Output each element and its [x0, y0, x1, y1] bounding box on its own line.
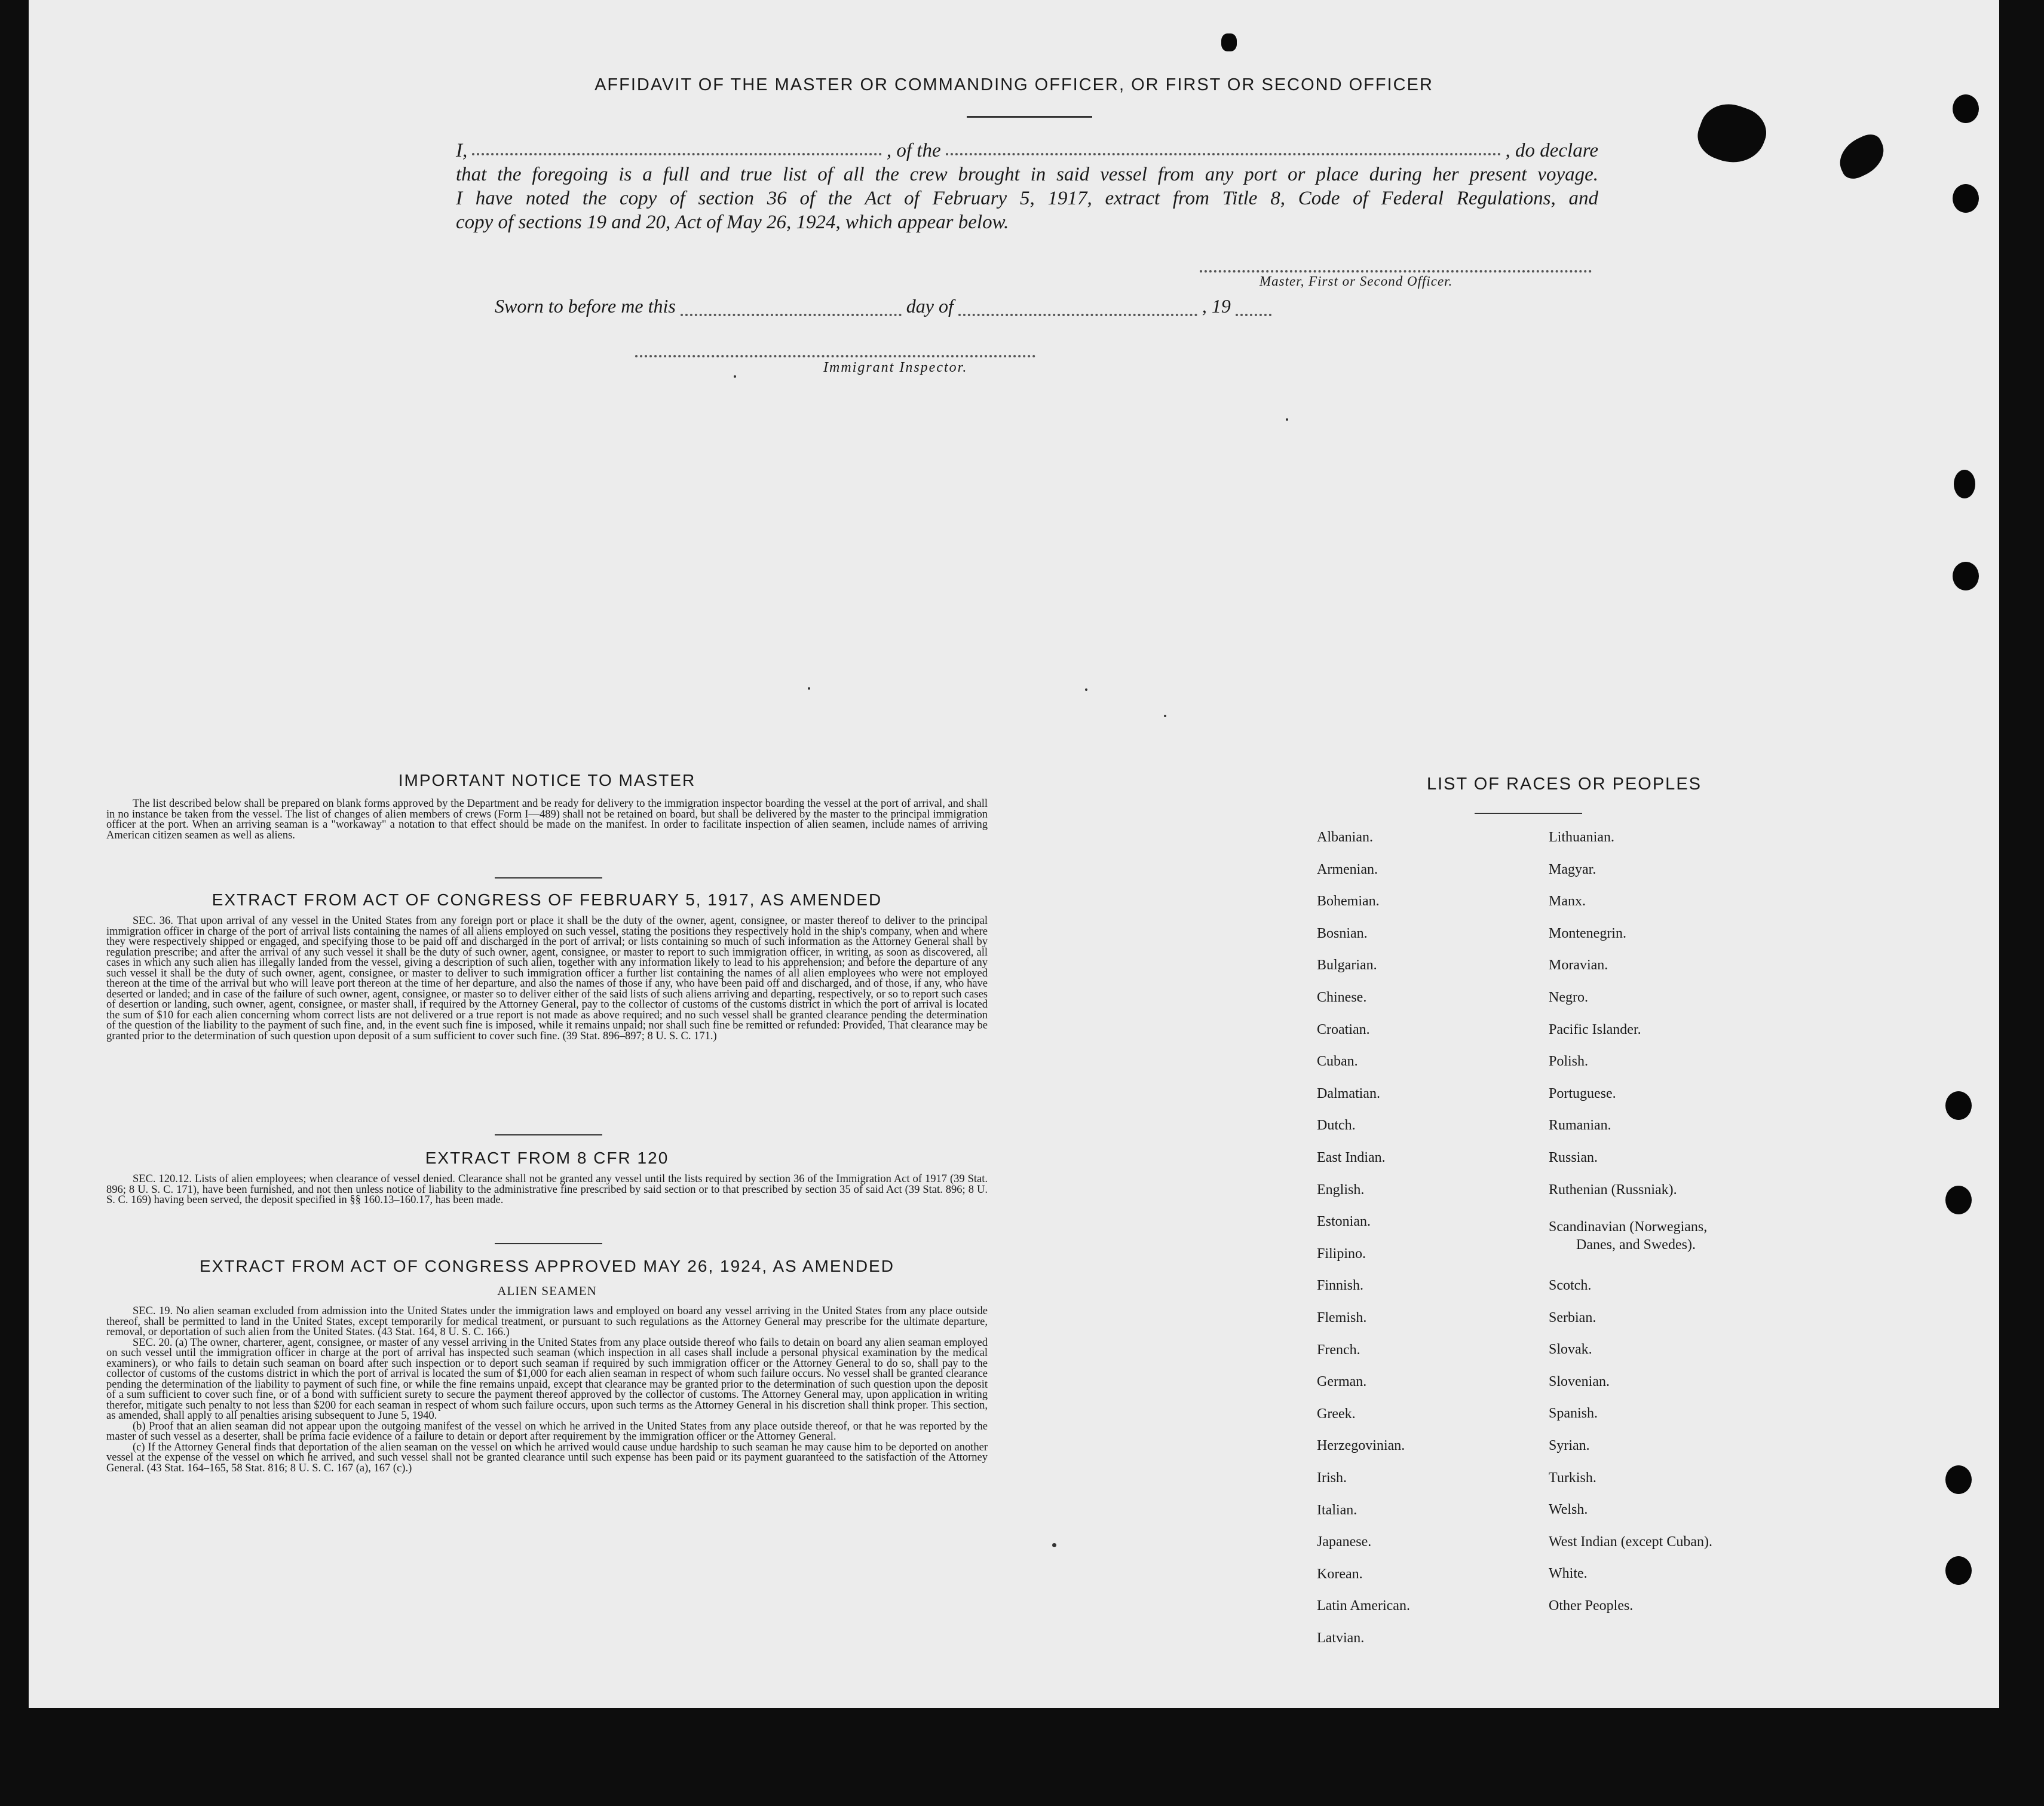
section-20b-paragraph: (b) Proof that an alien seaman did not appear upon the outgoing manifest of the vessel on which he arrived in the United States from any place outside thereof, or that he was reported by the master of such vessel as a deserter, shall be prima facie evidence of a failure to detain or deport after requirement by the immigration officer or the Attorney General. [106, 1420, 988, 1443]
race-item: Herzegovinian. [1317, 1438, 1405, 1454]
extract-cfr-text [106, 1174, 988, 1206]
race-item: Other Peoples. [1549, 1598, 1634, 1614]
race-item: Magyar. [1549, 861, 1596, 877]
race-item: West Indian (except Cuban). [1549, 1533, 1712, 1550]
race-item: Syrian. [1549, 1438, 1590, 1453]
sworn-month-blank[interactable] [958, 314, 1197, 316]
vessel-blank[interactable] [946, 153, 1501, 155]
sworn-line [495, 295, 1355, 317]
extract-cfr-rule [495, 1243, 602, 1244]
extract-1917-text [106, 916, 988, 1042]
race-item: Turkish. [1549, 1470, 1596, 1486]
ink-blot [1691, 96, 1773, 172]
race-item: Finnish. [1317, 1278, 1364, 1294]
section-36-paragraph: SEC. 36. That upon arrival of any vessel in the United States from any foreign port or place it shall be the duty of the owner, agent, consignee, or master thereof to deliver to the principal immigration officer in charge of the port of arrival lists containing the names of all aliens employed on such vessel, stating the positions they respectively hold in the ship's company, when and where they were respectively shipped or engaged, and specifying those to be paid off and discharged in the port of arrival; or lists containing so much of such information as the Attorney General shall by regulation prescribe; and after the arrival of any such vessel it shall be the duty of such owner, agent, consignee, or master to report to such immigration officer, in writing, as soon as discovered, all cases in which any such alien has illegally landed from the vessel, giving a description of such alien, together with any information likely to lead to his apprehension; and before the departure of any such vessel it shall be the duty of such owner, agent, consignee, or master to deliver to such immigration officer a further list containing the names of all alien employees who were not employed thereon at the time of the arrival but who will leave port thereon at the time of her departure, and also the names of those if any, who have been paid off and discharged, and of those, if any, who have deserted or landed; and in case of the failure of such owner, agent, consignee, or master so to deliver either of the said lists of such aliens arriving and departing, respectively, or so to report such cases of desertion or landing, such owner, agent, consignee, or master shall, if required by the Attorney General, pay to the collector of customs of the customs district in which the port of arrival is located the sum of $10 for each alien concerning whom correct lists are not delivered or a true report is not made as above required; and no such vessel shall be granted clearance pending the determination of the question of the liability to the payment of such fine, and, in the event such fine is imposed, while it remains unpaid; nor shall such fine be remitted or refunded: Provided, That clearance may be granted prior to the determination of such question upon deposit of a sum sufficient to cover such fine. (39 Stat. 896–897; 8 U. S. C. 171.) [106, 915, 988, 1042]
master-signature-line[interactable] [1200, 270, 1592, 273]
race-item: Pacific Islander. [1549, 1021, 1641, 1037]
race-item: Albanian. [1317, 829, 1373, 845]
race-item: Dutch. [1317, 1118, 1356, 1134]
race-item: Welsh. [1549, 1502, 1588, 1518]
race-item: Lithuanian. [1549, 829, 1614, 845]
master-caption: Master, First or Second Officer. [1260, 274, 1453, 289]
race-item: Filipino. [1317, 1245, 1366, 1262]
race-item: White. [1549, 1566, 1588, 1582]
declaration-line-2: that the foregoing is a full and true list of all the crew brought in said vessel from any port or place during her present voyage. [456, 164, 1598, 185]
declaration-line-4: copy of sections 19 and 20, Act of May 26, 1924, which appear below. [456, 212, 1009, 233]
extract-1924-title: EXTRACT FROM ACT OF CONGRESS APPROVED MAY 26, 1924, AS AMENDED [200, 1257, 894, 1275]
declaration-line-1 [456, 139, 1598, 163]
race-item: Manx. [1549, 893, 1586, 910]
document-page [29, 0, 1999, 1708]
sworn-day-label: day of [906, 295, 954, 317]
race-item: Armenian. [1317, 861, 1378, 877]
race-item: Croatian. [1317, 1021, 1370, 1037]
section-20c-paragraph: (c) If the Attorney General finds that deportation of the alien seaman on the vessel on which he arrived would cause undue hardship to such seaman he may cause him to be deported on another vessel at the expense of the vessel on which he arrived, and such vessel shall not be granted clearance until such expense has been paid or its payment guaranteed to the satisfaction of the Attorney General. (43 Stat. 164–165, 58 Stat. 816; 8 U. S. C. 167 (a), 167 (c).) [106, 1441, 988, 1474]
declaration-line-3: I have noted the copy of section 36 of the Act of February 5, 1917, extract from Title 8, Code of Federal Regulations, and [456, 188, 1598, 209]
race-item: Spanish. [1549, 1406, 1598, 1422]
sworn-prefix: Sworn to before me this [495, 295, 676, 317]
declaration-of-the: , of the [886, 140, 941, 161]
declaration-do-declare: , do declare [1505, 140, 1598, 161]
extract-1917-title: EXTRACT FROM ACT OF CONGRESS OF FEBRUARY 5, 1917, AS AMENDED [212, 890, 882, 909]
section-19-paragraph: SEC. 19. No alien seaman excluded from admission into the United States under the immigration laws and employed on board any vessel arriving in the United States from any place outside thereof, shall be permitted to land in the United States, except temporarily for medical treatment, or pursuant to such regulations as the Attorney General may prescribe for the ultimate departure, removal, or deportation of such alien from the United States. (43 Stat. 164, 8 U. S. C. 166.) [106, 1305, 988, 1338]
extract-1924-text [106, 1306, 988, 1474]
binder-hole [1953, 562, 1979, 590]
race-item: Chinese. [1317, 990, 1367, 1005]
speck [808, 687, 810, 690]
race-item: Slovenian. [1549, 1373, 1610, 1389]
notice-paragraph: The list described below shall be prepared on blank forms approved by the Department and be ready for delivery to the immigration inspector boarding the vessel at the port of arrival, and shall in no instance be taken from the vessel. The list of changes of alien members of crews (Form I—489) shall not be retained on board, but shall be delivered by the master to the principal immigration officer at the port. When an arriving seaman is a "workaway" a notation to that effect should be made on the manifest. In order to facilitate inspection of alien seamen, include names of arriving American citizen seamen as well as aliens. [106, 798, 988, 841]
race-item: Scotch. [1549, 1278, 1592, 1293]
race-item: Ruthenian (Russniak). [1549, 1181, 1677, 1198]
speck [1286, 418, 1288, 421]
races-title: LIST OF RACES OR PEOPLES [1426, 775, 1702, 794]
sworn-day-blank[interactable] [681, 314, 902, 316]
notice-title: IMPORTANT NOTICE TO MASTER [398, 771, 696, 789]
binder-hole [1953, 184, 1979, 213]
race-item: Polish. [1549, 1054, 1589, 1070]
race-item: Danes, and Swedes). [1576, 1237, 1696, 1253]
speck [1052, 1543, 1056, 1547]
race-item: Bosnian. [1317, 925, 1368, 941]
affidavit-title: AFFIDAVIT OF THE MASTER OR COMMANDING OFFICER, OR FIRST OR SECOND OFFICER [594, 75, 1433, 94]
race-item: Portuguese. [1549, 1085, 1616, 1101]
section-120-12-paragraph: SEC. 120.12. Lists of alien employees; when clearance of vessel denied. Clearance shall not be granted any vessel until the lists required by section 36 of the Immigration Act of 1917 (39 Stat. 896; 8 U. S. C. 171), have been furnished, and not then unless notice of liability to the administrative fine prescribed by said section or to that prescribed by section 35 of said Act (39 Stat. 896; 8 U. S. C. 169) having been served, the deposit specified in §§ 160.13–160.17, has been made. [106, 1173, 988, 1206]
binder-hole [1953, 94, 1979, 123]
race-item: Italian. [1317, 1502, 1357, 1518]
binder-hole [1945, 1556, 1972, 1585]
speck [1085, 688, 1087, 691]
extract-1917-rule [495, 1134, 602, 1135]
race-item: Rumanian. [1549, 1118, 1611, 1134]
race-item: Bohemian. [1317, 893, 1380, 910]
binder-hole [1945, 1465, 1972, 1494]
race-item: Estonian. [1317, 1214, 1371, 1230]
binder-hole [1954, 470, 1975, 498]
binder-hole [1945, 1186, 1972, 1214]
race-item: Serbian. [1549, 1309, 1596, 1326]
declaration-text [456, 139, 1598, 234]
race-item: Negro. [1549, 990, 1588, 1005]
races-rule [1475, 813, 1582, 814]
title-rule [967, 116, 1092, 118]
binder-hole [1945, 1091, 1972, 1120]
sworn-year-label: , 19 [1202, 295, 1231, 317]
race-item: Scandinavian (Norwegians, [1549, 1219, 1708, 1235]
race-item: German. [1317, 1374, 1367, 1390]
race-item: Irish. [1317, 1470, 1347, 1486]
extract-cfr-title: EXTRACT FROM 8 CFR 120 [425, 1149, 669, 1167]
race-item: Russian. [1549, 1150, 1598, 1165]
race-item: Korean. [1317, 1566, 1363, 1582]
inspector-caption: Immigrant Inspector. [823, 360, 968, 375]
race-item: Greek. [1317, 1406, 1356, 1422]
race-item: Latin American. [1317, 1598, 1410, 1614]
name-blank[interactable] [472, 153, 882, 155]
notice-text [106, 799, 988, 841]
race-item: Slovak. [1549, 1342, 1592, 1358]
race-item: East Indian. [1317, 1150, 1386, 1165]
ink-blot [1832, 130, 1891, 183]
race-item: French. [1317, 1342, 1360, 1358]
race-item: Cuban. [1317, 1054, 1358, 1070]
sworn-year-blank[interactable] [1236, 314, 1271, 316]
ink-blot [1221, 33, 1237, 51]
declaration-i: I, [456, 140, 468, 161]
alien-seamen-subtitle: ALIEN SEAMEN [497, 1284, 597, 1298]
speck [1164, 715, 1166, 717]
section-20a-paragraph: SEC. 20. (a) The owner, charterer, agent, consignee, or master of any vessel arriving in the United States from any place outside thereof who fails to detain on board any alien seaman employed on such vessel until the immigration officer in charge at the port of arrival has inspected such seaman (which inspection in all cases shall include a personal physical examination by the medical examiners), or who fails to detain such seaman on board after such inspection or to deport such seaman if required by such immigration officer or the Attorney General to do so, shall pay to the collector of customs of the customs district in which the port of arrival is located the sum of $1,000 for each alien seaman in respect of whom such failure occurs. No vessel shall be granted clearance pending the determination of the liability to payment of such fine, or while the fine remains unpaid, except that clearance may be granted prior to the determination of such question upon the deposit of a sum sufficient to cover such fine, or of a bond with sufficient surety to secure the payment thereof approved by the collector of customs. The Attorney General may, upon application in writing therefor, mitigate such penalty to not less than $200 for each seaman in respect of whom such failure occurs, upon such terms as the Attorney General in his discretion shall think proper. This section, as amended, shall apply to all penalties arising subsequent to June 5, 1940. [106, 1336, 988, 1422]
race-item: Japanese. [1317, 1534, 1372, 1550]
speck [734, 375, 736, 378]
race-item: Montenegrin. [1549, 925, 1626, 941]
inspector-signature-line[interactable] [635, 355, 1035, 357]
race-item: Moravian. [1549, 957, 1608, 974]
race-item: Latvian. [1317, 1630, 1365, 1646]
race-item: Dalmatian. [1317, 1085, 1380, 1101]
race-item: English. [1317, 1181, 1365, 1198]
race-item: Flemish. [1317, 1310, 1367, 1326]
race-item: Bulgarian. [1317, 957, 1377, 974]
notice-rule [495, 877, 602, 878]
